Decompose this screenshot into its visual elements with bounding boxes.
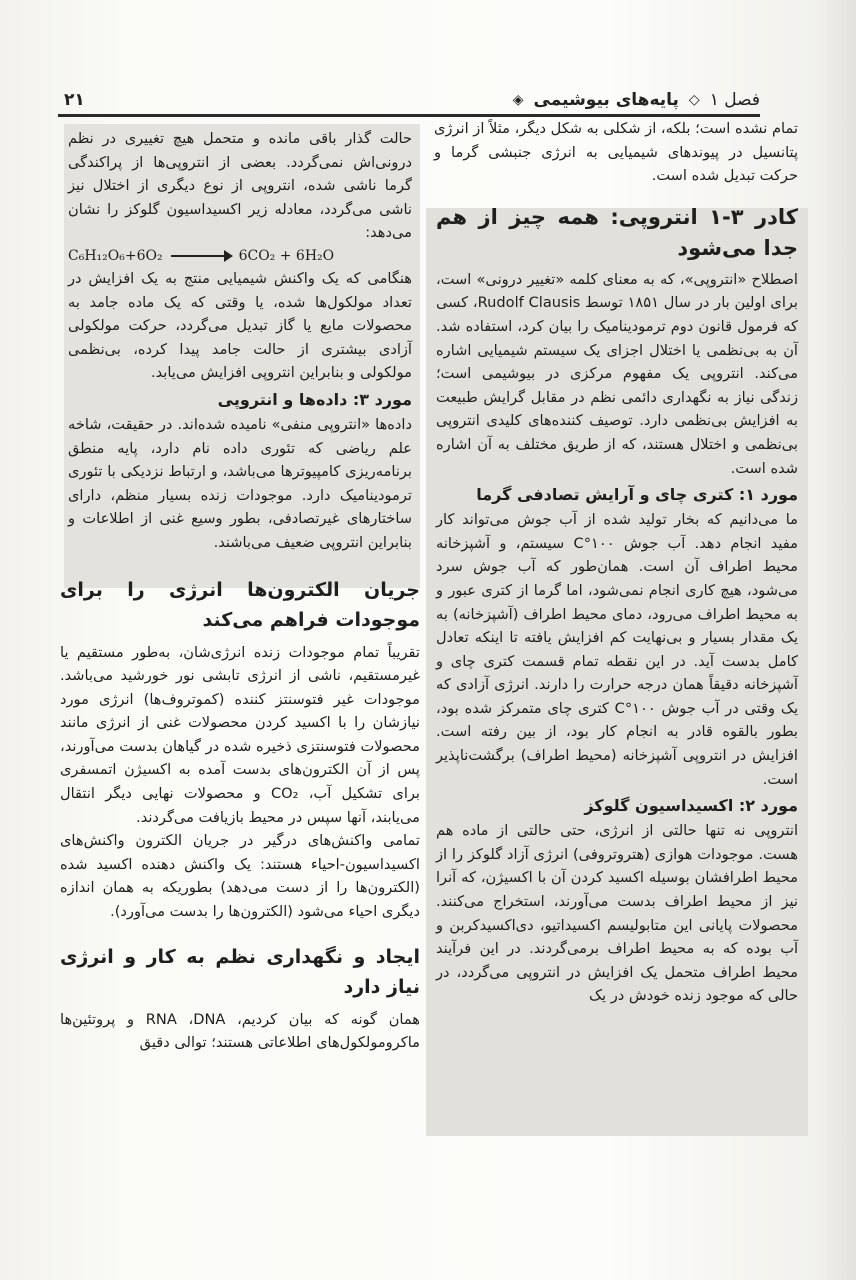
box-title: کادر ۳-۱ انتروپی: همه چیز از هم جدا می‌شود (436, 204, 798, 260)
case2-title: مورد ۲: اکسیداسیون گلوکز (584, 796, 798, 816)
case3-paragraph: داده‌ها «انتروپی منفی» نامیده شده‌اند. در حقیقت، شاخه علم ریاضی که تئوری داده نام دارد، پایه منطق برنامه‌ریزی کامپیوترها می‌باشد، و ارتباط نزدیکی با تئوری ترمودینامیک دارد. موجودات زنده بسیار منظم، دارای ساختارهای غیرتصادفی، بطور وسیع غنی از اطلاعات و بنابراین انتروپی ضعیف می‌باشند. (68, 415, 412, 551)
section1-paragraph-2: تمامی واکنش‌های درگیر در جریان الکترون واکنش‌های اکسیداسیون-احیاء هستند: یک واکنش دهنده اکسید شده (الکترون‌ها را از دست می‌دهد) بطوریکه به همان اندازه دیگری احیاء می‌شود (الکترون‌ها را بدست می‌آورد). (60, 832, 420, 921)
left-column (60, 123, 420, 1055)
box-intro-paragraph: اصطلاح «انتروپی»، که به معنای کلمه «تغییر درونی» است، برای اولین بار در سال ۱۸۵۱ توسط Rudolf Clausis، کسی که فرمول قانون دوم ترمودینامیک را بیان کرد، استفاده شد. آن به بی‌نظمی یا اختلال اجزای یک سیستم شیمیایی اشاره می‌کند. انتروپی یک مفهوم مرکزی در بیوشیمی است؛ زندگی نیاز به نگهداری دائمی نظم در مقابل گرایش طبیعت به افزایش بی‌نظمی دارد. توصیف کننده‌های کلیدی انتروپی بی‌نظمی و اختلال هستند، که از طریق مختلف به آن اشاره شده است. (436, 270, 798, 477)
section1-paragraph-1: تقریباً تمام موجودات زنده انرژی‌شان، به‌طور مستقیم یا غیرمستقیم، ناشی از انرژی تابشی نور خورشید می‌باشد. موجودات غیر فتوسنتز کننده (کموتروف‌ها) انرژی مورد نیازشان را با اکسید کردن محصولات غنی از انرژی مانند محصولات فتوسنتزی ذخیره شده در گیاهان بدست می‌آورند، پس از آن الکترون‌های بدست آمده به اکسیژن اتمسفری برای تشکیل آب، CO₂ و محصولات نهایی دیگر انتقال می‌یابند، آنها سپس در محیط بازیافت می‌گردند. (60, 643, 420, 826)
chapter-label: فصل ۱ (709, 90, 760, 110)
diamond-icon: ◇ (688, 92, 700, 108)
case3-title: مورد ۳: داده‌ها و انتروپی (217, 389, 412, 409)
case2-paragraph: انتروپی نه تنها حالتی از انرژی، حتی حالتی از ماده هم هست. موجودات هوازی (هتروتروفی) انرژی آزاد گلوکز را از محیط اطرافشان بوسیله اکسید کردن آن با اکسیژن، که آنرا نیز از محیط اطراف بدست می‌آورند، استخراج می‌کنند. محصولات پایانی این متابولیسم اکسیداتیو، دی‌اکسیدکربن و آب بوده که به محیط اطراف برمی‌گردند. در این فرآیند محیط اطراف متحمل یک افزایش در انتروپی می‌گردد، در حالی که موجود زنده خودش در یک (436, 822, 798, 1005)
right-column (426, 117, 808, 1008)
equation-reactants: C₆H₁₂O₆+6O₂ (68, 247, 163, 264)
box-continued-paragraph: حالت گذار باقی مانده و متحمل هیچ تغییری در نظم درونی‌اش نمی‌گردد. بعضی از انتروپی‌ها از پراکندگی گرما ناشی شده، انتروپی از نوع دیگری از اختلال نیز ناشی می‌گردد، معادله زیر اکسیداسیون گلوکز را نشان می‌دهد: (68, 130, 412, 242)
glucose-oxidation-equation (68, 245, 412, 267)
page-edge-shadow (816, 0, 856, 1280)
section1-title: جریان الکترون‌ها انرژی را برای موجودات فراهم می‌کند (60, 578, 420, 631)
section2-paragraph-1: همان گونه که بیان کردیم، RNA ،DNA و پروتئین‌ها ماکرومولکول‌های اطلاعاتی هستند؛ توالی دقیق (60, 1010, 421, 1052)
case1-title: مورد ۱: کتری چای و آرایش تصادفی گرما (476, 485, 798, 505)
section2-title: ایجاد و نگهداری نظم به کار و انرژی نیاز دارد (60, 945, 420, 998)
book-title: پایه‌های بیوشیمی (533, 90, 679, 110)
running-header (60, 86, 760, 114)
diamond-icon: ◈ (512, 92, 524, 108)
entropy-box-continued (60, 123, 420, 555)
page-number: ۲۱ (64, 90, 85, 110)
case1-paragraph: ما می‌دانیم که بخار تولید شده از آب جوش می‌تواند کار مفید انجام دهد. آب جوش ۱۰۰°C سیستم، و آشپزخانه محیط اطراف آن است. همان‌طور که آب جوش سرد می‌شود، هیچ کاری انجام نمی‌شود، اما گرما از کتری عبور و به محیط اطراف می‌رود، دمای محیط اطراف (آشپزخانه) به یک مقدار بسیار و بی‌نهایت کم افزایش یافته تا اینکه تعادل کامل بدست آید. در این نقطه تمام قسمت کتری چای و آشپزخانه دقیقاً همان درجه حرارت را دارند. انرژی آزادی که یک وقتی در آب جوش ۱۰۰°C کتری چای متمرکز شده بود، بطور بالقوه قادر به انجام کار بود، از بین رفته است. افزایش در انتروپی آشپزخانه (محیط اطراف) برگشت‌ناپذیر است. (436, 511, 799, 788)
arrow-icon (171, 255, 231, 257)
intro-paragraph: تمام نشده است؛ بلکه، از شکلی به شکل دیگر، مثلاً از انرژی پتانسیل در پیوندهای شیمیایی به انرژی جنبشی گرما و حرکت تبدیل شده است. (434, 120, 798, 185)
entropy-box (426, 188, 808, 1008)
box-continued-paragraph-2: هنگامی که یک واکنش شیمیایی منتج به یک افزایش در تعداد مولکول‌ها شده، یا وقتی که یک ماده جامد به محصولات مایع یا گاز تبدیل می‌گردد، حرکت مولکولی آزادی بیشتری از حالت جامد پیدا کرده، بی‌نظمی مولکولی و بنابراین انتروپی افزایش می‌یابد. (68, 269, 412, 382)
section-order-maintenance (60, 924, 420, 1055)
section-electron-flow (60, 555, 420, 924)
equation-products: 6CO₂ + 6H₂O (238, 247, 335, 264)
